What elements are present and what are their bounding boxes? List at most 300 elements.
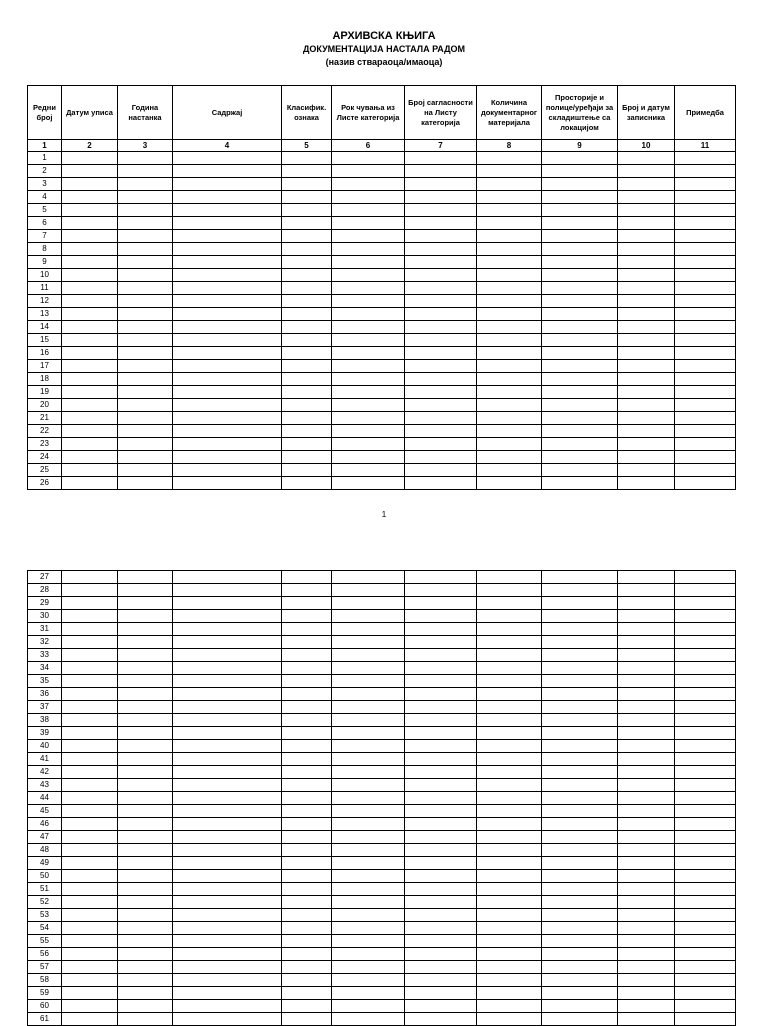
table-cell[interactable] [618, 230, 675, 243]
table-cell[interactable] [118, 922, 173, 935]
table-cell[interactable] [618, 805, 675, 818]
table-cell[interactable] [62, 230, 118, 243]
table-cell[interactable] [332, 987, 405, 1000]
table-cell[interactable] [618, 425, 675, 438]
table-cell[interactable] [618, 779, 675, 792]
table-cell[interactable] [542, 688, 618, 701]
table-cell[interactable] [542, 282, 618, 295]
table-cell[interactable] [675, 987, 736, 1000]
table-cell[interactable] [477, 961, 542, 974]
table-cell[interactable] [118, 282, 173, 295]
table-cell[interactable] [282, 987, 332, 1000]
table-cell[interactable] [675, 779, 736, 792]
table-cell[interactable] [675, 321, 736, 334]
table-cell[interactable] [675, 477, 736, 490]
table-cell[interactable] [405, 779, 477, 792]
table-cell[interactable] [282, 818, 332, 831]
table-cell[interactable] [542, 269, 618, 282]
table-cell[interactable] [477, 818, 542, 831]
table-cell[interactable] [542, 701, 618, 714]
table-cell[interactable] [405, 883, 477, 896]
table-cell[interactable] [542, 818, 618, 831]
table-cell[interactable] [173, 701, 282, 714]
table-cell[interactable] [675, 282, 736, 295]
table-cell[interactable] [477, 779, 542, 792]
table-cell[interactable] [477, 347, 542, 360]
table-cell[interactable] [675, 256, 736, 269]
table-cell[interactable] [477, 204, 542, 217]
table-cell[interactable] [542, 178, 618, 191]
table-cell[interactable] [118, 831, 173, 844]
table-cell[interactable] [618, 321, 675, 334]
table-cell[interactable] [405, 438, 477, 451]
table-cell[interactable] [542, 662, 618, 675]
table-cell[interactable] [118, 438, 173, 451]
table-cell[interactable] [62, 438, 118, 451]
table-cell[interactable] [332, 477, 405, 490]
table-cell[interactable] [675, 347, 736, 360]
table-cell[interactable] [618, 818, 675, 831]
table-cell[interactable] [618, 922, 675, 935]
table-cell[interactable] [542, 165, 618, 178]
table-cell[interactable] [118, 727, 173, 740]
table-cell[interactable] [675, 974, 736, 987]
table-cell[interactable] [118, 974, 173, 987]
table-cell[interactable] [282, 165, 332, 178]
table-cell[interactable] [542, 386, 618, 399]
table-cell[interactable] [542, 399, 618, 412]
table-cell[interactable] [62, 870, 118, 883]
table-cell[interactable] [477, 373, 542, 386]
table-cell[interactable] [405, 243, 477, 256]
table-cell[interactable] [62, 571, 118, 584]
table-cell[interactable] [118, 477, 173, 490]
table-cell[interactable] [118, 347, 173, 360]
table-cell[interactable] [118, 987, 173, 1000]
table-cell[interactable] [675, 269, 736, 282]
table-cell[interactable] [282, 662, 332, 675]
table-cell[interactable] [542, 766, 618, 779]
table-cell[interactable] [477, 217, 542, 230]
table-cell[interactable] [282, 753, 332, 766]
table-cell[interactable] [405, 649, 477, 662]
table-cell[interactable] [477, 896, 542, 909]
table-cell[interactable] [405, 610, 477, 623]
table-cell[interactable] [282, 334, 332, 347]
table-cell[interactable] [675, 870, 736, 883]
table-cell[interactable] [477, 701, 542, 714]
table-cell[interactable] [282, 610, 332, 623]
table-cell[interactable] [282, 243, 332, 256]
table-cell[interactable] [405, 974, 477, 987]
table-cell[interactable] [118, 805, 173, 818]
table-cell[interactable] [675, 727, 736, 740]
table-cell[interactable] [62, 256, 118, 269]
table-cell[interactable] [173, 571, 282, 584]
table-cell[interactable] [405, 584, 477, 597]
table-cell[interactable] [173, 636, 282, 649]
table-cell[interactable] [118, 191, 173, 204]
table-cell[interactable] [405, 766, 477, 779]
table-cell[interactable] [332, 974, 405, 987]
table-cell[interactable] [332, 412, 405, 425]
table-cell[interactable] [62, 948, 118, 961]
table-cell[interactable] [675, 844, 736, 857]
table-cell[interactable] [118, 948, 173, 961]
table-cell[interactable] [118, 896, 173, 909]
table-cell[interactable] [332, 948, 405, 961]
table-cell[interactable] [618, 727, 675, 740]
table-cell[interactable] [405, 727, 477, 740]
table-cell[interactable] [477, 334, 542, 347]
table-cell[interactable] [405, 844, 477, 857]
table-cell[interactable] [118, 230, 173, 243]
table-cell[interactable] [282, 152, 332, 165]
table-cell[interactable] [118, 714, 173, 727]
table-cell[interactable] [118, 334, 173, 347]
table-cell[interactable] [542, 243, 618, 256]
table-cell[interactable] [118, 412, 173, 425]
table-cell[interactable] [618, 636, 675, 649]
table-cell[interactable] [118, 883, 173, 896]
table-cell[interactable] [332, 451, 405, 464]
table-cell[interactable] [477, 662, 542, 675]
table-cell[interactable] [282, 230, 332, 243]
table-cell[interactable] [405, 909, 477, 922]
table-cell[interactable] [477, 766, 542, 779]
table-cell[interactable] [542, 714, 618, 727]
table-cell[interactable] [618, 597, 675, 610]
table-cell[interactable] [173, 191, 282, 204]
table-cell[interactable] [173, 909, 282, 922]
table-cell[interactable] [173, 399, 282, 412]
table-cell[interactable] [477, 688, 542, 701]
table-cell[interactable] [477, 178, 542, 191]
table-cell[interactable] [675, 740, 736, 753]
table-cell[interactable] [675, 883, 736, 896]
table-cell[interactable] [62, 753, 118, 766]
table-cell[interactable] [618, 909, 675, 922]
table-cell[interactable] [173, 870, 282, 883]
table-cell[interactable] [282, 571, 332, 584]
table-cell[interactable] [332, 256, 405, 269]
table-cell[interactable] [282, 464, 332, 477]
table-cell[interactable] [282, 412, 332, 425]
table-cell[interactable] [62, 269, 118, 282]
table-cell[interactable] [405, 675, 477, 688]
table-cell[interactable] [477, 451, 542, 464]
table-cell[interactable] [282, 688, 332, 701]
table-cell[interactable] [332, 766, 405, 779]
table-cell[interactable] [542, 922, 618, 935]
table-cell[interactable] [618, 165, 675, 178]
table-cell[interactable] [675, 909, 736, 922]
table-cell[interactable] [332, 870, 405, 883]
table-cell[interactable] [173, 597, 282, 610]
table-cell[interactable] [173, 425, 282, 438]
table-cell[interactable] [477, 295, 542, 308]
table-cell[interactable] [62, 831, 118, 844]
table-cell[interactable] [542, 844, 618, 857]
table-cell[interactable] [477, 792, 542, 805]
table-cell[interactable] [118, 688, 173, 701]
table-cell[interactable] [118, 295, 173, 308]
table-cell[interactable] [62, 464, 118, 477]
table-cell[interactable] [173, 321, 282, 334]
table-cell[interactable] [118, 204, 173, 217]
table-cell[interactable] [618, 347, 675, 360]
table-cell[interactable] [618, 295, 675, 308]
table-cell[interactable] [618, 386, 675, 399]
table-cell[interactable] [282, 386, 332, 399]
table-cell[interactable] [332, 178, 405, 191]
table-cell[interactable] [477, 974, 542, 987]
table-cell[interactable] [542, 883, 618, 896]
table-cell[interactable] [282, 831, 332, 844]
table-cell[interactable] [618, 649, 675, 662]
table-cell[interactable] [62, 412, 118, 425]
table-cell[interactable] [405, 597, 477, 610]
table-cell[interactable] [332, 584, 405, 597]
table-cell[interactable] [173, 438, 282, 451]
table-cell[interactable] [675, 464, 736, 477]
table-cell[interactable] [675, 753, 736, 766]
table-cell[interactable] [173, 386, 282, 399]
table-cell[interactable] [173, 165, 282, 178]
table-cell[interactable] [332, 597, 405, 610]
table-cell[interactable] [173, 217, 282, 230]
table-cell[interactable] [675, 360, 736, 373]
table-cell[interactable] [477, 922, 542, 935]
table-cell[interactable] [282, 883, 332, 896]
table-cell[interactable] [62, 165, 118, 178]
table-cell[interactable] [675, 571, 736, 584]
table-cell[interactable] [118, 584, 173, 597]
table-cell[interactable] [173, 805, 282, 818]
table-cell[interactable] [477, 584, 542, 597]
table-cell[interactable] [332, 425, 405, 438]
table-cell[interactable] [62, 805, 118, 818]
table-cell[interactable] [542, 347, 618, 360]
table-cell[interactable] [405, 360, 477, 373]
table-cell[interactable] [282, 922, 332, 935]
table-cell[interactable] [542, 779, 618, 792]
table-cell[interactable] [618, 464, 675, 477]
table-cell[interactable] [282, 675, 332, 688]
table-cell[interactable] [675, 217, 736, 230]
table-cell[interactable] [675, 412, 736, 425]
table-cell[interactable] [62, 740, 118, 753]
table-cell[interactable] [173, 269, 282, 282]
table-cell[interactable] [62, 597, 118, 610]
table-cell[interactable] [542, 636, 618, 649]
table-cell[interactable] [405, 714, 477, 727]
table-cell[interactable] [332, 649, 405, 662]
table-cell[interactable] [332, 321, 405, 334]
table-cell[interactable] [675, 451, 736, 464]
table-cell[interactable] [542, 308, 618, 321]
table-cell[interactable] [477, 243, 542, 256]
table-cell[interactable] [62, 675, 118, 688]
table-cell[interactable] [405, 373, 477, 386]
table-cell[interactable] [118, 152, 173, 165]
table-cell[interactable] [332, 623, 405, 636]
table-cell[interactable] [405, 256, 477, 269]
table-cell[interactable] [332, 282, 405, 295]
table-cell[interactable] [675, 165, 736, 178]
table-cell[interactable] [282, 948, 332, 961]
table-cell[interactable] [405, 948, 477, 961]
table-cell[interactable] [282, 282, 332, 295]
table-cell[interactable] [618, 935, 675, 948]
table-cell[interactable] [62, 295, 118, 308]
table-cell[interactable] [542, 571, 618, 584]
table-cell[interactable] [477, 935, 542, 948]
table-cell[interactable] [62, 688, 118, 701]
table-cell[interactable] [62, 701, 118, 714]
table-cell[interactable] [618, 584, 675, 597]
table-cell[interactable] [405, 818, 477, 831]
table-cell[interactable] [405, 831, 477, 844]
table-cell[interactable] [118, 597, 173, 610]
table-cell[interactable] [173, 373, 282, 386]
table-cell[interactable] [477, 753, 542, 766]
table-cell[interactable] [405, 334, 477, 347]
table-cell[interactable] [542, 675, 618, 688]
table-cell[interactable] [332, 610, 405, 623]
table-cell[interactable] [62, 922, 118, 935]
table-cell[interactable] [675, 191, 736, 204]
table-cell[interactable] [477, 831, 542, 844]
table-cell[interactable] [62, 217, 118, 230]
table-cell[interactable] [477, 883, 542, 896]
table-cell[interactable] [477, 477, 542, 490]
table-cell[interactable] [332, 961, 405, 974]
table-cell[interactable] [282, 649, 332, 662]
table-cell[interactable] [542, 870, 618, 883]
table-cell[interactable] [332, 740, 405, 753]
table-cell[interactable] [542, 217, 618, 230]
table-cell[interactable] [282, 961, 332, 974]
table-cell[interactable] [282, 935, 332, 948]
table-cell[interactable] [542, 948, 618, 961]
table-cell[interactable] [173, 584, 282, 597]
table-cell[interactable] [477, 321, 542, 334]
table-cell[interactable] [282, 792, 332, 805]
table-cell[interactable] [675, 675, 736, 688]
table-cell[interactable] [62, 425, 118, 438]
table-cell[interactable] [173, 766, 282, 779]
table-cell[interactable] [282, 714, 332, 727]
table-cell[interactable] [62, 451, 118, 464]
table-cell[interactable] [332, 204, 405, 217]
table-cell[interactable] [542, 152, 618, 165]
table-cell[interactable] [618, 857, 675, 870]
table-cell[interactable] [118, 360, 173, 373]
table-cell[interactable] [332, 373, 405, 386]
table-cell[interactable] [332, 714, 405, 727]
table-cell[interactable] [332, 152, 405, 165]
table-cell[interactable] [173, 857, 282, 870]
table-cell[interactable] [405, 230, 477, 243]
table-cell[interactable] [118, 649, 173, 662]
table-cell[interactable] [405, 688, 477, 701]
table-cell[interactable] [675, 896, 736, 909]
table-cell[interactable] [173, 178, 282, 191]
table-cell[interactable] [173, 282, 282, 295]
table-cell[interactable] [62, 243, 118, 256]
table-cell[interactable] [118, 766, 173, 779]
table-cell[interactable] [173, 451, 282, 464]
table-cell[interactable] [332, 779, 405, 792]
table-cell[interactable] [173, 779, 282, 792]
table-cell[interactable] [405, 623, 477, 636]
table-cell[interactable] [173, 948, 282, 961]
table-cell[interactable] [675, 230, 736, 243]
table-cell[interactable] [62, 974, 118, 987]
table-cell[interactable] [62, 883, 118, 896]
table-cell[interactable] [477, 948, 542, 961]
table-cell[interactable] [332, 844, 405, 857]
table-cell[interactable] [282, 805, 332, 818]
table-cell[interactable] [477, 269, 542, 282]
table-cell[interactable] [62, 1000, 118, 1013]
table-cell[interactable] [282, 909, 332, 922]
table-cell[interactable] [618, 831, 675, 844]
table-cell[interactable] [62, 961, 118, 974]
table-cell[interactable] [332, 243, 405, 256]
table-cell[interactable] [477, 844, 542, 857]
table-cell[interactable] [542, 334, 618, 347]
table-cell[interactable] [62, 662, 118, 675]
table-cell[interactable] [173, 256, 282, 269]
table-cell[interactable] [118, 308, 173, 321]
table-cell[interactable] [618, 571, 675, 584]
table-cell[interactable] [173, 152, 282, 165]
table-cell[interactable] [675, 831, 736, 844]
table-cell[interactable] [618, 217, 675, 230]
table-cell[interactable] [675, 334, 736, 347]
table-cell[interactable] [118, 818, 173, 831]
table-cell[interactable] [405, 636, 477, 649]
table-cell[interactable] [62, 987, 118, 1000]
table-cell[interactable] [405, 870, 477, 883]
table-cell[interactable] [542, 805, 618, 818]
table-cell[interactable] [618, 623, 675, 636]
table-cell[interactable] [618, 178, 675, 191]
table-cell[interactable] [332, 399, 405, 412]
table-cell[interactable] [405, 662, 477, 675]
table-cell[interactable] [118, 373, 173, 386]
table-cell[interactable] [62, 386, 118, 399]
table-cell[interactable] [675, 701, 736, 714]
table-cell[interactable] [542, 610, 618, 623]
table-cell[interactable] [332, 922, 405, 935]
table-cell[interactable] [618, 610, 675, 623]
table-cell[interactable] [118, 701, 173, 714]
table-cell[interactable] [675, 792, 736, 805]
table-cell[interactable] [618, 412, 675, 425]
table-cell[interactable] [282, 308, 332, 321]
table-cell[interactable] [118, 571, 173, 584]
table-cell[interactable] [675, 766, 736, 779]
table-cell[interactable] [405, 191, 477, 204]
table-cell[interactable] [118, 178, 173, 191]
table-cell[interactable] [675, 204, 736, 217]
table-cell[interactable] [477, 256, 542, 269]
table-cell[interactable] [405, 295, 477, 308]
table-cell[interactable] [62, 649, 118, 662]
